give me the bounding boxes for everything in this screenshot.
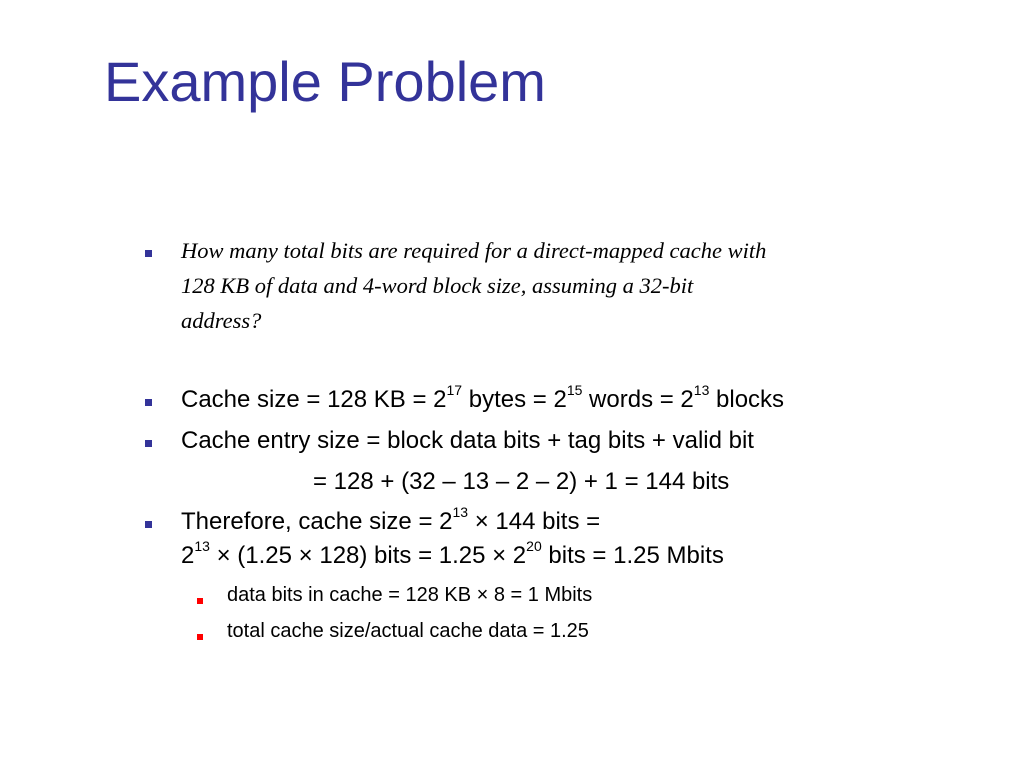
bullet-icon bbox=[145, 440, 152, 447]
slide-title: Example Problem bbox=[104, 50, 546, 113]
sub-item-ratio: total cache size/actual cache data = 1.25 bbox=[227, 620, 589, 642]
entry-size-line: Cache entry size = block data bits + tag bits + valid bit bbox=[181, 427, 754, 454]
therefore2-part-3: bits = 1.25 Mbits bbox=[541, 542, 724, 569]
cache-size-exp-2: 15 bbox=[566, 382, 583, 398]
therefore2-part-1: 2 bbox=[181, 542, 195, 569]
entry-size-result: = 128 + (32 – 13 – 2 – 2) + 1 = 144 bits bbox=[313, 468, 730, 495]
cache-size-part-2: bytes = 2 bbox=[462, 386, 567, 413]
therefore2-part-2: × (1.25 × 128) bits = 1.25 × 2 bbox=[209, 542, 527, 569]
therefore-line-2 bbox=[181, 538, 724, 571]
cache-size-line bbox=[181, 382, 785, 415]
therefore-exp-1: 13 bbox=[452, 504, 469, 520]
sub-bullet-icon bbox=[197, 634, 203, 640]
sub-bullet-icon bbox=[197, 598, 203, 604]
question-text bbox=[181, 233, 961, 338]
therefore-part-1: Therefore, cache size = 2 bbox=[181, 508, 453, 535]
bullet-icon bbox=[145, 399, 152, 406]
cache-size-part-3: words = 2 bbox=[582, 386, 694, 413]
cache-size-exp-3: 13 bbox=[693, 382, 710, 398]
cache-size-part-4: blocks bbox=[709, 386, 785, 413]
cache-size-exp-1: 17 bbox=[446, 382, 463, 398]
question-line-3: address? bbox=[181, 308, 262, 333]
therefore2-exp-1: 13 bbox=[194, 538, 210, 554]
therefore2-exp-2: 20 bbox=[526, 538, 542, 554]
cache-size-part-1: Cache size = 128 KB = 2 bbox=[181, 386, 447, 413]
therefore-part-2: × 144 bits = bbox=[468, 508, 601, 535]
question-line-1: How many total bits are required for a direct-mapped cache with bbox=[181, 238, 767, 263]
bullet-icon bbox=[145, 521, 152, 528]
therefore-line-1 bbox=[181, 504, 601, 537]
question-line-2: 128 KB of data and 4-word block size, assuming a 32-bit bbox=[181, 273, 694, 298]
sub-item-data-bits: data bits in cache = 128 KB × 8 = 1 Mbits bbox=[227, 584, 593, 606]
bullet-icon bbox=[145, 250, 152, 257]
